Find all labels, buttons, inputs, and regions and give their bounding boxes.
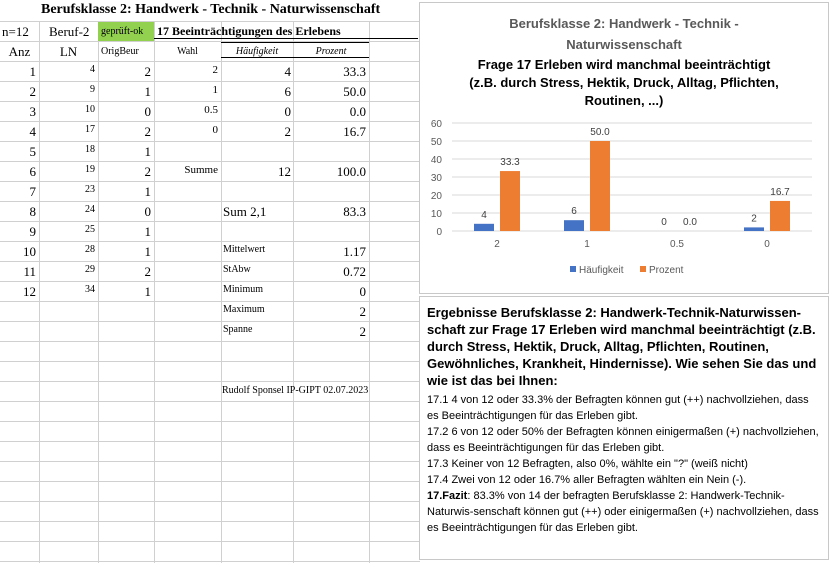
fazit-text: : 83.3% von 14 der befragten Berufsklasse 2: Handwerk-Technik-Naturwis-senschaft können gut (++) oder einigermaßen (+) nachvollziehen, dass es Beeinträchtigungen für das Erleben gibt. xyxy=(427,490,819,534)
col-header-haeufigkeit: Häufigkeit xyxy=(221,42,293,58)
x-tick-label: 1 xyxy=(584,239,590,250)
y-tick-label: 30 xyxy=(430,173,442,184)
legend-label: Häufigkeit xyxy=(579,265,624,276)
bar-häufigkeit xyxy=(744,227,764,231)
chart-subtitle: Frage 17 Erleben wird manchmal beeinträchtigt xyxy=(477,57,771,72)
legend-label: Prozent xyxy=(649,265,684,276)
chart-subtitle: (z.B. durch Stress, Hektik, Druck, Alltag, Pflichten, xyxy=(469,75,779,90)
results-heading: Ergebnisse Berufsklasse 2: Handwerk-Technik-Naturwissen-schaft zur Frage 17 Erleben wird manchmal beeinträchtigt (z.B. durch Stress, Hektik, Druck, Alltag, Pflichten, Routinen, Gewöhnliches, Krankheit, Hindernisse). Wie sehen Sie das und wie ist das bei Ihnen: xyxy=(427,305,817,388)
cell-anz: 9 xyxy=(29,224,36,239)
cell-ln: 24 xyxy=(85,204,95,215)
cell-anz: 12 xyxy=(23,284,36,299)
row-line xyxy=(0,281,420,282)
data-label: 2 xyxy=(751,213,757,225)
row-line xyxy=(0,501,420,502)
cell-wahl: 1 xyxy=(212,84,218,96)
result-fazit xyxy=(427,488,821,536)
row-line xyxy=(0,181,420,182)
result-item: 17.2 6 von 12 oder 50% der Befragten können einigermaßen (+) nachvollziehen, dass es Beeinträchtigungen für das Erleben gibt. xyxy=(427,426,819,454)
n-count: n=12 xyxy=(2,24,29,39)
row-line xyxy=(0,341,420,342)
cell-ln: 19 xyxy=(85,164,95,175)
col-header-wahl: Wahl xyxy=(177,46,198,57)
y-tick-label: 50 xyxy=(430,137,442,148)
cell-haeuf: Spanne xyxy=(223,324,253,335)
bar-prozent xyxy=(770,201,790,231)
x-tick-label: 2 xyxy=(494,239,500,250)
results-list xyxy=(427,392,821,536)
cell-orig: 0 xyxy=(144,104,151,119)
y-tick-label: 40 xyxy=(430,155,442,166)
x-tick-label: 0 xyxy=(764,239,770,250)
cell-anz: 6 xyxy=(29,164,36,179)
col-line xyxy=(154,21,155,563)
row-line xyxy=(0,321,420,322)
cell-orig: 2 xyxy=(144,164,151,179)
row-line xyxy=(0,101,420,102)
bar-häufigkeit xyxy=(564,220,584,231)
cell-haeuf: 0 xyxy=(284,104,291,119)
data-label: 4 xyxy=(481,209,487,221)
cell-proz: 0.72 xyxy=(343,264,366,279)
credit-text: Rudolf Sponsel IP-GIPT 02.07.2023 xyxy=(222,385,369,396)
fazit-label: 17.Fazit xyxy=(427,490,468,502)
cell-ln: 23 xyxy=(85,184,95,195)
col-line xyxy=(221,21,222,563)
cell-proz: 0.0 xyxy=(349,104,366,119)
cell-haeuf: Minimum xyxy=(223,284,264,295)
chart-title: Berufsklasse 2: Handwerk - Technik - xyxy=(509,16,739,31)
y-tick-label: 60 xyxy=(430,119,442,130)
result-item: 17.1 4 von 12 oder 33.3% der Befragten können gut (++) nachvollziehen, dass es Beeinträchtigungen für das Erleben gibt. xyxy=(427,394,809,422)
chart-title: Naturwissenschaft xyxy=(566,37,682,52)
col-header-anz: Anz xyxy=(8,44,31,59)
cell-orig: 1 xyxy=(144,184,151,199)
result-item: 17.4 Zwei von 12 oder 16.7% aller Befragten wählten ein Nein (-). xyxy=(427,474,747,486)
data-label: 33.3 xyxy=(500,157,520,169)
row-line xyxy=(0,561,420,562)
cell-anz: 8 xyxy=(29,204,36,219)
results-panel xyxy=(420,297,828,559)
cell-anz: 2 xyxy=(29,84,36,99)
row-line xyxy=(0,381,420,382)
cell-haeuf: 12 xyxy=(278,164,291,179)
row-line xyxy=(0,521,420,522)
cell-proz: 2 xyxy=(359,304,366,319)
row-line xyxy=(0,81,420,82)
cell-orig: 0 xyxy=(144,204,151,219)
col-header-ln: LN xyxy=(59,44,78,59)
cell-wahl: 0 xyxy=(212,124,218,136)
sheet-title: Berufsklasse 2: Handwerk - Technik - Naturwissenschaft xyxy=(41,2,381,17)
data-label: 16.7 xyxy=(770,186,790,198)
col-header-origbeur: OrigBeur xyxy=(101,46,139,57)
cell-anz: 5 xyxy=(29,144,36,159)
result-item: 17.3 Keiner von 12 Befragten, also 0%, wählte ein "?" (weiß nicht) xyxy=(427,458,748,470)
row-line xyxy=(0,221,420,222)
row-line xyxy=(0,141,420,142)
cell-ln: 25 xyxy=(85,224,95,235)
cell-anz: 11 xyxy=(23,264,36,279)
cell-ln: 18 xyxy=(85,144,95,155)
cell-haeuf: StAbw xyxy=(223,264,251,275)
y-tick-label: 20 xyxy=(430,191,442,202)
data-label: 0 xyxy=(661,217,667,228)
cell-ln: 28 xyxy=(85,244,95,255)
question-title: 17 Beeinträchtigungen des Erlebens xyxy=(157,24,341,38)
cell-proz: 83.3 xyxy=(343,204,366,219)
x-tick-label: 0.5 xyxy=(670,239,684,250)
row-line xyxy=(0,541,420,542)
cell-haeuf: 2 xyxy=(284,124,291,139)
cell-ln: 29 xyxy=(85,264,95,275)
cell-proz: 2 xyxy=(359,324,366,339)
row-line xyxy=(0,261,420,262)
row-line xyxy=(0,201,420,202)
cell-proz: 100.0 xyxy=(336,164,366,179)
row-line xyxy=(0,21,420,22)
col-line xyxy=(369,21,370,563)
cell-anz: 10 xyxy=(23,244,36,259)
row-line xyxy=(0,241,420,242)
cell-ln: 4 xyxy=(90,64,95,75)
cell-proz: 1.17 xyxy=(343,244,366,259)
cell-haeuf: 6 xyxy=(284,84,291,99)
row-line xyxy=(0,361,420,362)
cell-haeuf: 4 xyxy=(284,64,291,79)
cell-haeuf: Sum 2,1 xyxy=(223,204,267,219)
data-label: 0.0 xyxy=(683,217,697,228)
chart-panel xyxy=(420,3,828,293)
row-line xyxy=(0,461,420,462)
row-line xyxy=(0,441,420,442)
cell-proz: 16.7 xyxy=(343,124,366,139)
row-line xyxy=(0,161,420,162)
cell-wahl: Summe xyxy=(184,164,218,176)
cell-proz: 0 xyxy=(359,284,366,299)
cell-orig: 2 xyxy=(144,124,151,139)
data-label: 50.0 xyxy=(590,127,610,138)
bar-häufigkeit xyxy=(474,224,494,231)
row-line xyxy=(0,421,420,422)
cell-orig: 2 xyxy=(144,64,151,79)
cell-orig: 1 xyxy=(144,84,151,99)
cell-anz: 1 xyxy=(29,64,36,79)
checked-badge: geprüft-ok xyxy=(98,22,154,41)
legend-swatch xyxy=(570,266,576,272)
bar-prozent xyxy=(590,141,610,231)
cell-proz: 33.3 xyxy=(343,64,366,79)
cell-orig: 1 xyxy=(144,284,151,299)
cell-ln: 9 xyxy=(90,84,95,95)
y-tick-label: 0 xyxy=(436,227,442,238)
row-line xyxy=(0,61,420,62)
beruf-label: Beruf-2 xyxy=(49,24,90,39)
cell-orig: 1 xyxy=(144,144,151,159)
cell-haeuf: Mittelwert xyxy=(223,244,266,255)
bar-prozent xyxy=(500,171,520,231)
cell-proz: 50.0 xyxy=(343,84,366,99)
cell-ln: 34 xyxy=(85,284,95,295)
chart-subtitle: Routinen, ...) xyxy=(584,93,664,108)
row-line xyxy=(0,481,420,482)
row-line xyxy=(0,301,420,302)
cell-wahl: 2 xyxy=(212,64,218,76)
cell-orig: 1 xyxy=(144,244,151,259)
legend-swatch xyxy=(640,266,646,272)
cell-anz: 4 xyxy=(29,124,36,139)
col-header-prozent: Prozent xyxy=(293,42,369,58)
cell-anz: 3 xyxy=(29,104,36,119)
cell-ln: 10 xyxy=(85,104,95,115)
row-line xyxy=(0,401,420,402)
cell-anz: 7 xyxy=(29,184,36,199)
cell-orig: 2 xyxy=(144,264,151,279)
cell-haeuf: Maximum xyxy=(223,304,265,315)
cell-orig: 1 xyxy=(144,224,151,239)
cell-ln: 17 xyxy=(85,124,95,135)
cell-wahl: 0.5 xyxy=(204,104,218,116)
row-line xyxy=(0,121,420,122)
y-tick-label: 10 xyxy=(430,209,442,220)
bar-chart xyxy=(420,3,828,293)
data-label: 6 xyxy=(571,206,577,218)
